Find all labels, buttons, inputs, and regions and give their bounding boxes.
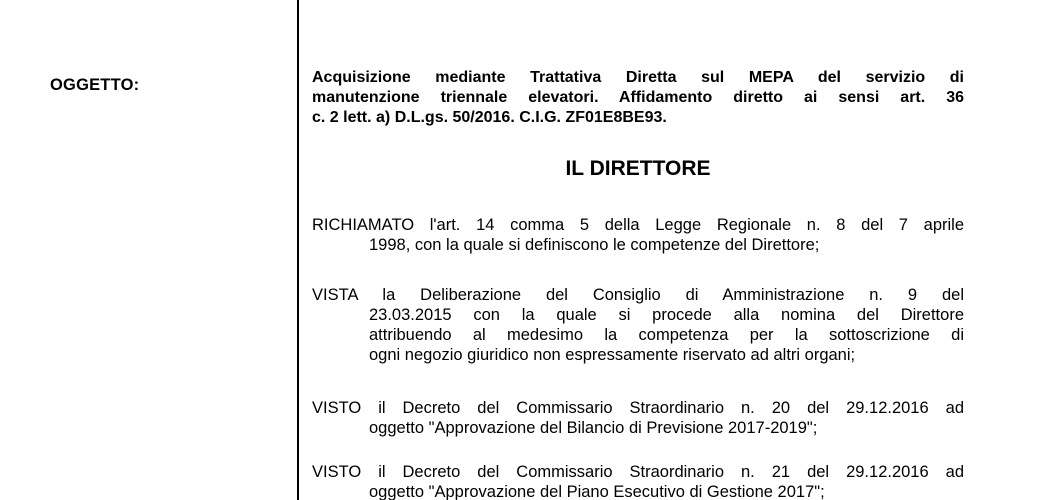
paragraph-line: RICHIAMATO l'art. 14 comma 5 della Legge Regionale n. 8 del 7 aprile <box>312 216 964 234</box>
subject-line: c. 2 lett. a) D.L.gs. 50/2016. C.I.G. ZF01E8BE93. <box>312 109 667 126</box>
paragraph-line: 1998, con la quale si definiscono le competenze del Direttore; <box>369 236 820 254</box>
paragraph-visto-bilancio <box>312 398 964 438</box>
paragraph-line: ogni negozio giuridico non espressamente riservato ad altri organi; <box>369 346 856 364</box>
paragraph-line: 23.03.2015 con la quale si procede alla nomina del Direttore <box>369 306 964 324</box>
paragraph-line: attribuendo al medesimo la competenza per la sottoscrizione di <box>369 326 964 344</box>
subject-line: Acquisizione mediante Trattativa Diretta sul MEPA del servizio di <box>312 69 964 86</box>
paragraph-line: VISTO il Decreto del Commissario Straordinario n. 21 del 29.12.2016 ad <box>312 463 964 481</box>
paragraph-line: oggetto "Approvazione del Piano Esecutivo di Gestione 2017"; <box>369 483 825 500</box>
section-heading: IL DIRETTORE <box>565 157 711 180</box>
column-divider <box>297 0 299 500</box>
paragraph-line: VISTA la Deliberazione del Consiglio di Amministrazione n. 9 del <box>312 286 964 304</box>
subject-text <box>312 68 964 128</box>
paragraph-line: oggetto "Approvazione del Bilancio di Previsione 2017-2019"; <box>369 419 818 437</box>
paragraph-line: VISTO il Decreto del Commissario Straordinario n. 20 del 29.12.2016 ad <box>312 399 964 417</box>
subject-line: manutenzione triennale elevatori. Affidamento diretto ai sensi art. 36 <box>312 89 964 106</box>
paragraph-visto-piano <box>312 462 964 500</box>
subject-label: OGGETTO: <box>50 76 140 94</box>
paragraph-richiamato <box>312 215 964 255</box>
paragraph-vista <box>312 285 964 365</box>
